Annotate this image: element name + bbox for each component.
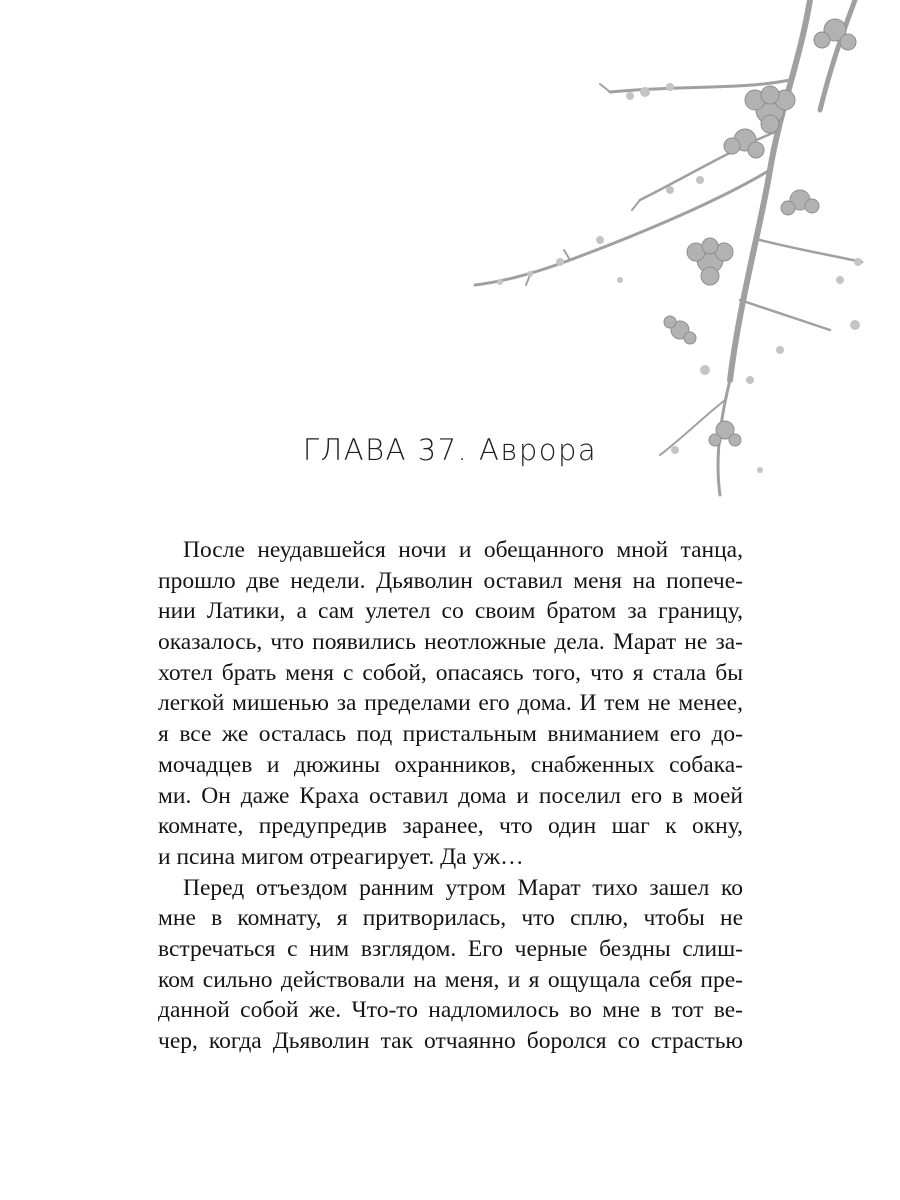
text-line: и псина мигом отреагирует. Да уж… [158, 843, 524, 870]
text-line: легкой мишенью за пределами его дома. И тем не менее, [158, 690, 743, 717]
text-line: оказалось, что появились неотложные дела. Марат не за- [158, 629, 743, 656]
chapter-body [158, 535, 743, 1057]
text-line: мочадцев и дюжины охранников, снабженных собака- [158, 751, 743, 778]
text-line: данной собой же. Что-то надломилось во мне в тот ве- [158, 997, 743, 1024]
text-line: нии Латики, а сам улетел со своим братом за границу, [158, 598, 743, 625]
text-line: мне в комнату, я притворилась, что сплю, чтобы не [158, 905, 743, 932]
chapter-title: ГЛАВА 37. Аврора [302, 433, 598, 467]
text-line: ми. Он даже Краха оставил дома и поселил его в моей [158, 782, 743, 809]
cherry-blossom-branch-icon [470, 0, 870, 500]
text-line: чер, когда Дьяволин так отчаянно боролся со страстью [158, 1028, 743, 1054]
text-line: комнате, предупредив заранее, что один шаг к окну, [158, 813, 743, 840]
text-line: После неудавшейся ночи и обещанного мной танца, [183, 537, 743, 563]
text-line: встречаться с ним взглядом. Его черные бездны слиш- [158, 935, 743, 962]
text-line: хотел брать меня с собой, опасаясь того, что я стала бы [158, 659, 743, 686]
text-line: Перед отъездом ранним утром Марат тихо зашел ко [183, 874, 743, 901]
text-line: прошло две недели. Дьяволин оставил меня на попече- [158, 567, 743, 594]
text-line: я все же осталась под пристальным вниманием его до- [158, 721, 743, 748]
text-line: ком сильно действовали на меня, и я ощущала себя пре- [158, 966, 743, 993]
